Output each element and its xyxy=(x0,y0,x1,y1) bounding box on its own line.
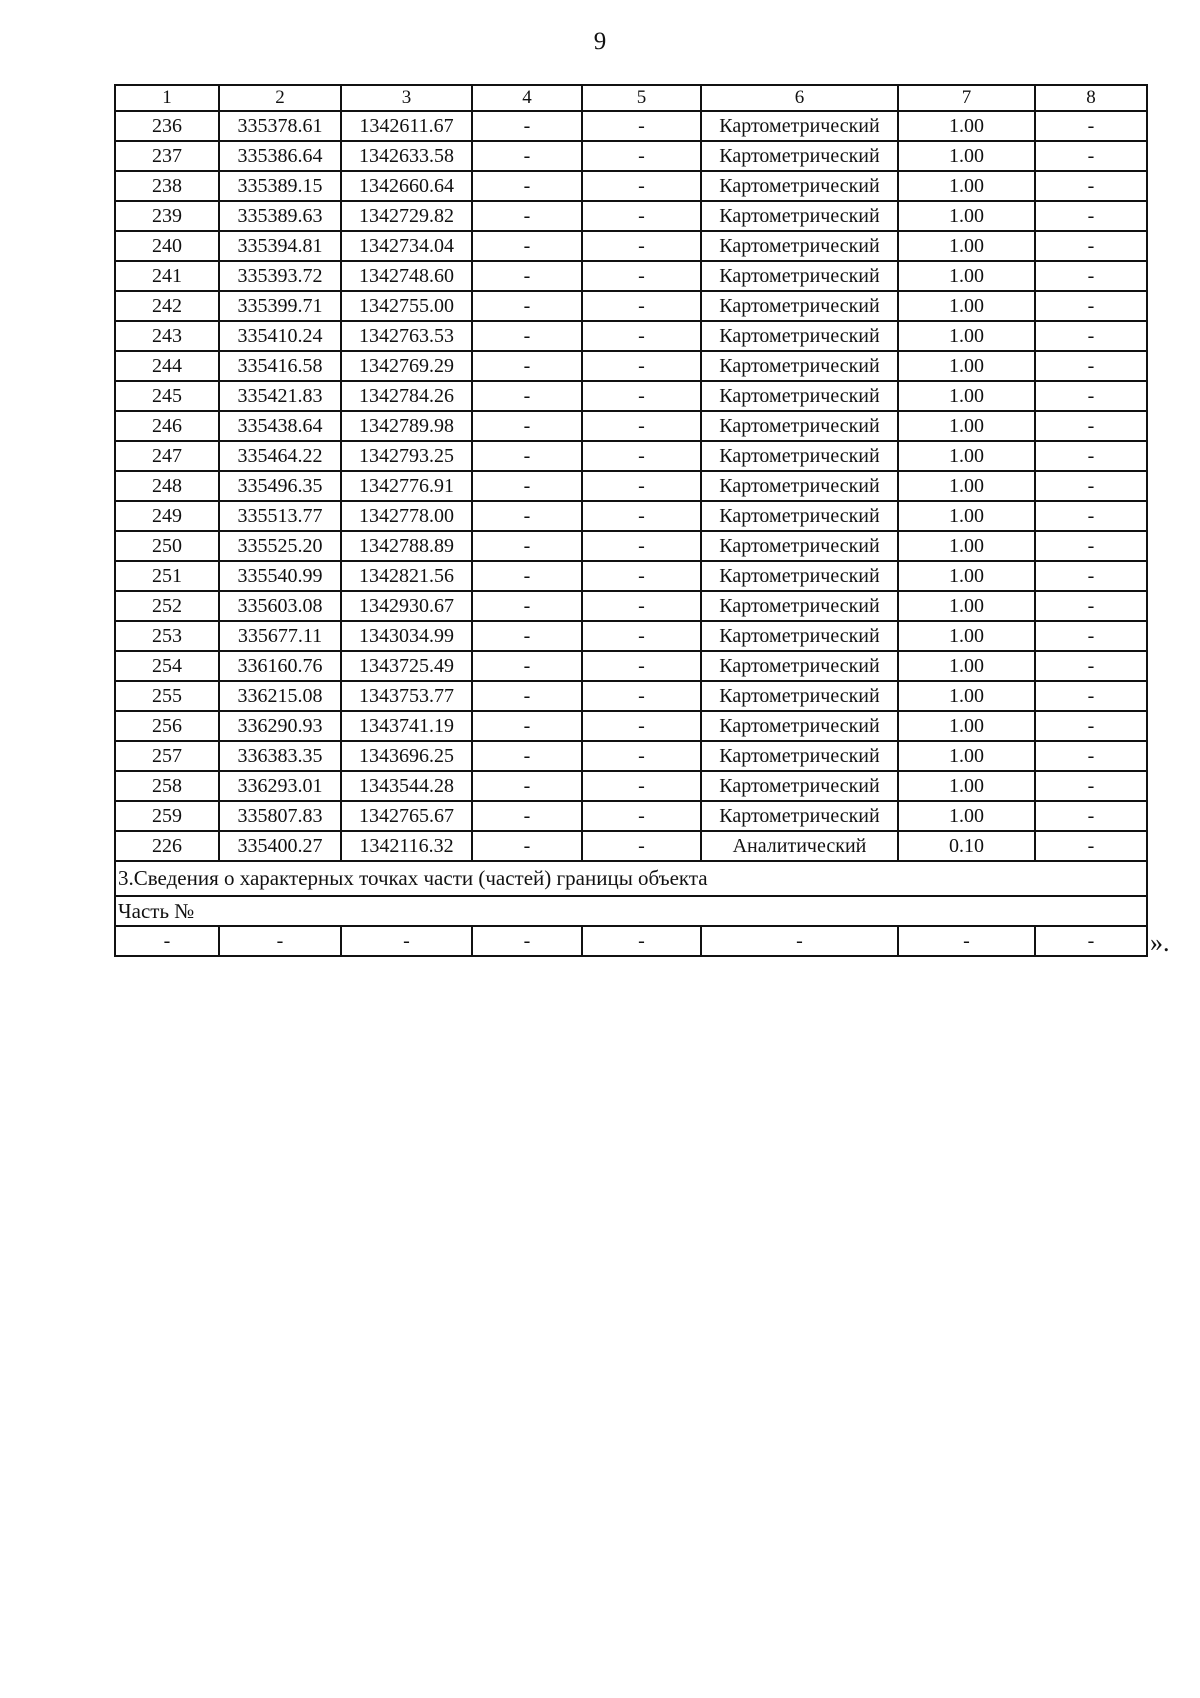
table-cell: 1342788.89 xyxy=(341,531,472,561)
table-cell: Картометрический xyxy=(701,621,898,651)
table-cell: - xyxy=(582,411,701,441)
table-cell: 336383.35 xyxy=(219,741,341,771)
table-cell: - xyxy=(472,711,582,741)
table-cell: 335378.61 xyxy=(219,111,341,141)
table-cell: - xyxy=(472,291,582,321)
table-cell: - xyxy=(472,561,582,591)
table-cell: Картометрический xyxy=(701,561,898,591)
table-cell: - xyxy=(1035,771,1147,801)
table-cell: 1343544.28 xyxy=(341,771,472,801)
table-cell: 1.00 xyxy=(898,801,1035,831)
table-cell: 335410.24 xyxy=(219,321,341,351)
table-cell: 254 xyxy=(115,651,219,681)
table-cell: Картометрический xyxy=(701,261,898,291)
column-number-header: 2 xyxy=(219,85,341,111)
table-cell: - xyxy=(582,771,701,801)
table-cell: - xyxy=(1035,321,1147,351)
table-cell: Картометрический xyxy=(701,111,898,141)
table-cell: - xyxy=(1035,411,1147,441)
table-cell: 256 xyxy=(115,711,219,741)
table-cell: - xyxy=(1035,681,1147,711)
table-cell: 1.00 xyxy=(898,321,1035,351)
table-cell: 1342789.98 xyxy=(341,411,472,441)
table-header-row xyxy=(115,85,1147,111)
table-cell: 1.00 xyxy=(898,351,1035,381)
table-cell: - xyxy=(582,261,701,291)
table-cell: 1342611.67 xyxy=(341,111,472,141)
table-cell: 335513.77 xyxy=(219,501,341,531)
table-cell: 257 xyxy=(115,741,219,771)
table-cell: Картометрический xyxy=(701,381,898,411)
table-cell: - xyxy=(472,471,582,501)
table-cell: 258 xyxy=(115,771,219,801)
table-cell: - xyxy=(1035,441,1147,471)
table-cell: - xyxy=(341,926,472,956)
table-cell: 1.00 xyxy=(898,741,1035,771)
table-row xyxy=(115,381,1147,411)
table-cell: - xyxy=(1035,926,1147,956)
table-cell: 1342765.67 xyxy=(341,801,472,831)
table-body xyxy=(115,85,1147,956)
table-cell: 1342116.32 xyxy=(341,831,472,861)
section-heading: 3.Сведения о характерных точках части (частей) границы объекта xyxy=(115,861,1147,896)
table-cell: - xyxy=(1035,741,1147,771)
table-cell: Картометрический xyxy=(701,711,898,741)
table-row xyxy=(115,351,1147,381)
table-cell: 1342729.82 xyxy=(341,201,472,231)
table-cell: 242 xyxy=(115,291,219,321)
table-cell: Картометрический xyxy=(701,201,898,231)
table-cell: 336290.93 xyxy=(219,711,341,741)
table-cell: - xyxy=(472,681,582,711)
table-cell: - xyxy=(1035,531,1147,561)
table-cell: 335438.64 xyxy=(219,411,341,441)
table-cell: - xyxy=(582,471,701,501)
table-cell: 238 xyxy=(115,171,219,201)
column-number-header: 3 xyxy=(341,85,472,111)
table-cell: 255 xyxy=(115,681,219,711)
table-cell: 247 xyxy=(115,441,219,471)
table-cell: - xyxy=(1035,831,1147,861)
table-cell: - xyxy=(1035,141,1147,171)
table-cell: - xyxy=(472,411,582,441)
table-cell: - xyxy=(1035,561,1147,591)
table-row xyxy=(115,711,1147,741)
table-cell: Картометрический xyxy=(701,741,898,771)
table-cell: 243 xyxy=(115,321,219,351)
table-row xyxy=(115,111,1147,141)
table-cell: 1.00 xyxy=(898,441,1035,471)
column-number-header: 8 xyxy=(1035,85,1147,111)
part-label-row xyxy=(115,896,1147,926)
table-cell: 335393.72 xyxy=(219,261,341,291)
table-cell: - xyxy=(1035,291,1147,321)
table-cell: - xyxy=(472,591,582,621)
table-cell: - xyxy=(582,171,701,201)
table-cell: 236 xyxy=(115,111,219,141)
table-cell: - xyxy=(1035,651,1147,681)
table-cell: 1.00 xyxy=(898,111,1035,141)
table-cell: 1.00 xyxy=(898,291,1035,321)
table-cell: 1342763.53 xyxy=(341,321,472,351)
table-cell: - xyxy=(472,201,582,231)
table-cell: Картометрический xyxy=(701,231,898,261)
table-cell: - xyxy=(472,531,582,561)
table-cell: - xyxy=(582,201,701,231)
table-cell: - xyxy=(1035,351,1147,381)
table-cell: 251 xyxy=(115,561,219,591)
table-cell: - xyxy=(582,231,701,261)
table-cell: 1342748.60 xyxy=(341,261,472,291)
table-cell: 1342734.04 xyxy=(341,231,472,261)
table-cell: - xyxy=(582,831,701,861)
table-cell: 1343741.19 xyxy=(341,711,472,741)
table-cell: - xyxy=(472,381,582,411)
table-row xyxy=(115,291,1147,321)
table-cell: 1343034.99 xyxy=(341,621,472,651)
table-cell: - xyxy=(582,681,701,711)
table-cell: - xyxy=(582,531,701,561)
table-cell: Картометрический xyxy=(701,441,898,471)
section-heading-row xyxy=(115,861,1147,896)
part-label: Часть № xyxy=(115,896,1147,926)
table-cell: 245 xyxy=(115,381,219,411)
table-cell: - xyxy=(472,231,582,261)
table-cell: 335399.71 xyxy=(219,291,341,321)
table-cell: 335389.63 xyxy=(219,201,341,231)
table-cell: Картометрический xyxy=(701,291,898,321)
table-cell: Картометрический xyxy=(701,471,898,501)
table-cell: 250 xyxy=(115,531,219,561)
table-row xyxy=(115,531,1147,561)
table-cell: 335807.83 xyxy=(219,801,341,831)
table-cell: 1342821.56 xyxy=(341,561,472,591)
table-cell: - xyxy=(472,441,582,471)
table-row xyxy=(115,801,1147,831)
table-row xyxy=(115,771,1147,801)
column-number-header: 6 xyxy=(701,85,898,111)
table-row xyxy=(115,261,1147,291)
table-cell: 336293.01 xyxy=(219,771,341,801)
table-cell: 1.00 xyxy=(898,471,1035,501)
table-cell: - xyxy=(115,926,219,956)
table-cell: - xyxy=(472,771,582,801)
table-row xyxy=(115,621,1147,651)
table-row xyxy=(115,141,1147,171)
table-row xyxy=(115,501,1147,531)
table-cell: 1342755.00 xyxy=(341,291,472,321)
table-cell: 1.00 xyxy=(898,621,1035,651)
coordinates-table-container xyxy=(114,84,1148,957)
table-cell: Картометрический xyxy=(701,531,898,561)
table-cell: - xyxy=(1035,621,1147,651)
table-cell: - xyxy=(1035,201,1147,231)
table-cell: 1.00 xyxy=(898,261,1035,291)
table-cell: - xyxy=(472,831,582,861)
table-row xyxy=(115,561,1147,591)
table-row xyxy=(115,201,1147,231)
table-cell: - xyxy=(1035,111,1147,141)
column-number-header: 7 xyxy=(898,85,1035,111)
table-cell: 248 xyxy=(115,471,219,501)
table-cell: 1342793.25 xyxy=(341,441,472,471)
table-cell: Аналитический xyxy=(701,831,898,861)
table-cell: - xyxy=(582,501,701,531)
table-cell: 1343725.49 xyxy=(341,651,472,681)
table-cell: 335421.83 xyxy=(219,381,341,411)
table-cell: 0.10 xyxy=(898,831,1035,861)
table-row xyxy=(115,231,1147,261)
table-cell: 253 xyxy=(115,621,219,651)
table-cell: 1.00 xyxy=(898,201,1035,231)
table-cell: - xyxy=(582,381,701,411)
table-cell: Картометрический xyxy=(701,141,898,171)
table-cell: Картометрический xyxy=(701,771,898,801)
table-cell: - xyxy=(1035,801,1147,831)
table-cell: - xyxy=(472,111,582,141)
table-cell: - xyxy=(472,741,582,771)
table-cell: 240 xyxy=(115,231,219,261)
table-cell: 241 xyxy=(115,261,219,291)
table-cell: 335394.81 xyxy=(219,231,341,261)
table-cell: - xyxy=(1035,471,1147,501)
coordinates-table xyxy=(114,84,1148,957)
table-cell: 335525.20 xyxy=(219,531,341,561)
column-number-header: 1 xyxy=(115,85,219,111)
table-cell: - xyxy=(898,926,1035,956)
table-cell: 226 xyxy=(115,831,219,861)
table-cell: 1.00 xyxy=(898,681,1035,711)
table-cell: Картометрический xyxy=(701,411,898,441)
table-cell: 1343753.77 xyxy=(341,681,472,711)
table-cell: 335386.64 xyxy=(219,141,341,171)
table-cell: - xyxy=(472,321,582,351)
table-cell: 1.00 xyxy=(898,411,1035,441)
table-cell: Картометрический xyxy=(701,171,898,201)
table-cell: 336160.76 xyxy=(219,651,341,681)
table-cell: 239 xyxy=(115,201,219,231)
table-cell: 1342784.26 xyxy=(341,381,472,411)
table-cell: - xyxy=(582,561,701,591)
table-cell: 335416.58 xyxy=(219,351,341,381)
table-row xyxy=(115,831,1147,861)
table-cell: - xyxy=(1035,381,1147,411)
table-cell: - xyxy=(472,351,582,381)
table-cell: Картометрический xyxy=(701,501,898,531)
table-cell: Картометрический xyxy=(701,591,898,621)
closing-quote-mark: ». xyxy=(1150,928,1170,957)
table-cell: - xyxy=(582,321,701,351)
table-cell: - xyxy=(472,141,582,171)
table-cell: - xyxy=(472,926,582,956)
table-cell: 1342930.67 xyxy=(341,591,472,621)
part-data-row xyxy=(115,926,1147,956)
table-cell: 1.00 xyxy=(898,561,1035,591)
table-cell: 1.00 xyxy=(898,141,1035,171)
table-cell: 259 xyxy=(115,801,219,831)
table-cell: - xyxy=(1035,171,1147,201)
table-cell: 246 xyxy=(115,411,219,441)
table-cell: 1342633.58 xyxy=(341,141,472,171)
table-cell: - xyxy=(472,801,582,831)
table-cell: 1342778.00 xyxy=(341,501,472,531)
table-row xyxy=(115,741,1147,771)
table-row xyxy=(115,681,1147,711)
table-cell: - xyxy=(582,621,701,651)
table-cell: - xyxy=(1035,591,1147,621)
table-cell: - xyxy=(582,441,701,471)
table-cell: 1.00 xyxy=(898,651,1035,681)
table-cell: - xyxy=(582,291,701,321)
table-cell: - xyxy=(1035,261,1147,291)
table-cell: - xyxy=(219,926,341,956)
table-cell: - xyxy=(582,741,701,771)
table-cell: - xyxy=(472,171,582,201)
table-cell: - xyxy=(472,261,582,291)
table-cell: - xyxy=(1035,231,1147,261)
table-row xyxy=(115,651,1147,681)
table-cell: Картометрический xyxy=(701,681,898,711)
table-cell: - xyxy=(582,801,701,831)
table-cell: 249 xyxy=(115,501,219,531)
table-cell: - xyxy=(472,621,582,651)
table-cell: - xyxy=(582,711,701,741)
column-number-header: 5 xyxy=(582,85,701,111)
table-row xyxy=(115,171,1147,201)
table-cell: Картометрический xyxy=(701,651,898,681)
table-cell: 1342769.29 xyxy=(341,351,472,381)
table-cell: 1.00 xyxy=(898,711,1035,741)
column-number-header: 4 xyxy=(472,85,582,111)
table-cell: - xyxy=(1035,501,1147,531)
table-cell: - xyxy=(472,501,582,531)
table-row xyxy=(115,321,1147,351)
table-cell: Картометрический xyxy=(701,801,898,831)
table-cell: - xyxy=(582,651,701,681)
table-cell: 335677.11 xyxy=(219,621,341,651)
table-cell: - xyxy=(582,141,701,171)
table-cell: 335540.99 xyxy=(219,561,341,591)
table-cell: 335389.15 xyxy=(219,171,341,201)
table-row xyxy=(115,471,1147,501)
page-number: 9 xyxy=(593,28,607,55)
table-cell: 237 xyxy=(115,141,219,171)
table-cell: - xyxy=(582,111,701,141)
table-cell: 1.00 xyxy=(898,771,1035,801)
table-cell: 1.00 xyxy=(898,501,1035,531)
table-cell: 335400.27 xyxy=(219,831,341,861)
table-cell: 1.00 xyxy=(898,381,1035,411)
table-cell: Картометрический xyxy=(701,351,898,381)
table-cell: 244 xyxy=(115,351,219,381)
table-cell: 1.00 xyxy=(898,171,1035,201)
table-cell: 252 xyxy=(115,591,219,621)
table-cell: - xyxy=(582,351,701,381)
table-cell: - xyxy=(582,926,701,956)
table-cell: 335496.35 xyxy=(219,471,341,501)
table-cell: 1343696.25 xyxy=(341,741,472,771)
table-cell: Картометрический xyxy=(701,321,898,351)
table-row xyxy=(115,411,1147,441)
table-cell: 335603.08 xyxy=(219,591,341,621)
table-cell: 1342776.91 xyxy=(341,471,472,501)
table-cell: 1.00 xyxy=(898,231,1035,261)
table-cell: 335464.22 xyxy=(219,441,341,471)
table-row xyxy=(115,591,1147,621)
table-cell: - xyxy=(701,926,898,956)
table-cell: - xyxy=(472,651,582,681)
table-cell: 1.00 xyxy=(898,591,1035,621)
table-cell: 1342660.64 xyxy=(341,171,472,201)
table-cell: - xyxy=(1035,711,1147,741)
table-cell: - xyxy=(582,591,701,621)
table-row xyxy=(115,441,1147,471)
table-cell: 336215.08 xyxy=(219,681,341,711)
table-cell: 1.00 xyxy=(898,531,1035,561)
